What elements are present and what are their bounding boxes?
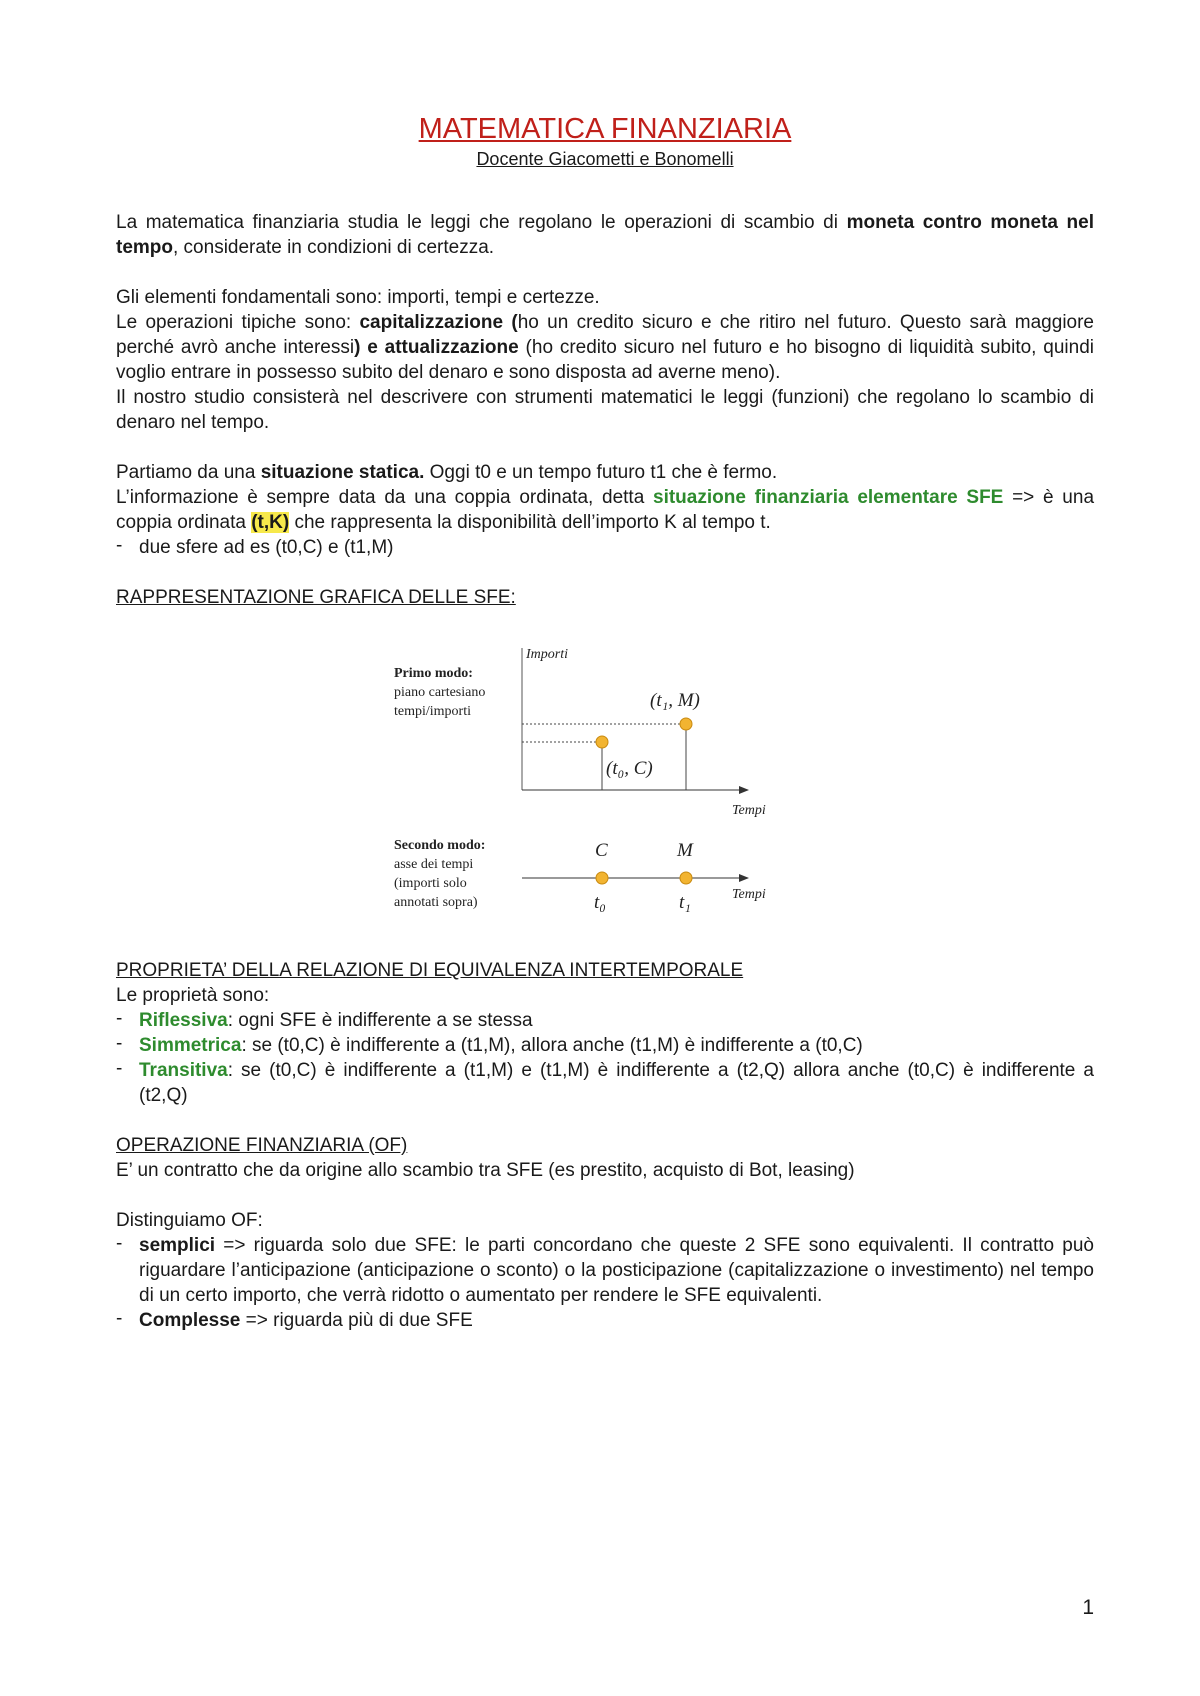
sfe-text-h: che rappresenta la disponibilità dell’importo K al tempo t. — [289, 512, 771, 533]
of-complesse: Complesse — [139, 1310, 241, 1331]
second-mode-line2: (importi solo — [394, 876, 467, 891]
time-label-m: M — [677, 840, 693, 861]
intro-paragraph — [116, 210, 1094, 260]
first-mode-title: Primo modo: — [394, 666, 473, 681]
document-title: MATEMATICA FINANZIARIA — [418, 113, 792, 145]
y-axis-label: Importi — [526, 647, 568, 662]
static-text-a: Partiamo da una — [116, 462, 261, 483]
prop-riflessiva: Riflessiva — [139, 1010, 228, 1031]
point-t1-m — [680, 718, 692, 730]
time-axis-label: Tempi — [732, 887, 766, 902]
sfe-green-term: situazione finanziaria elementare SFE — [653, 487, 1004, 508]
section-heading-proprieta: PROPRIETA’ DELLA RELAZIONE DI EQUIVALENZA INTERTEMPORALE — [116, 960, 744, 981]
first-mode-line1: piano cartesiano — [394, 685, 486, 700]
study-paragraph: Il nostro studio consisterà nel descrivere con strumenti matematici le leggi (funzioni) che regolano lo scambio di denaro nel tempo. — [116, 387, 1094, 433]
second-mode-line1: asse dei tempi — [394, 857, 474, 872]
intro-bold: moneta contro moneta nel tempo — [116, 212, 1095, 258]
ops-text-c: ho un credito sicuro e che ritiro nel futuro. Questo sarà maggiore perché avrò anche interessi — [116, 312, 1094, 358]
document-page — [116, 112, 1094, 1333]
point-t0-c — [596, 736, 608, 748]
page-number: 1 — [1082, 1596, 1094, 1619]
static-bold: situazione statica. — [260, 462, 425, 483]
sfe-text-d: L’informazione è sempre data da una coppia ordinata, detta — [116, 487, 653, 508]
prop-simmetrica-text: : se (t0,C) è indifferente a (t1,M), allora anche (t1,M) è indifferente a (t0,C) — [241, 1035, 863, 1056]
props-list — [116, 1008, 1094, 1108]
sfe-figure — [394, 638, 814, 928]
ops-bold-attualizzazione: ) e attualizzazione — [354, 337, 519, 358]
prop-transitiva-text: : se (t0,C) è indifferente a (t1,M) e (t1,M) è indifferente a (t2,Q) allora anche (t0,C) è indifferente a (t2,Q) — [139, 1060, 1094, 1106]
list-item — [116, 1008, 1094, 1033]
of-list — [116, 1233, 1094, 1333]
static-paragraph — [116, 460, 1094, 485]
sfe-highlight: (t,K) — [251, 512, 290, 533]
document-subtitle: Docente Giacometti e Bonomelli — [476, 149, 734, 169]
first-mode-line2: tempi/importi — [394, 704, 471, 719]
time-point-t1 — [680, 872, 692, 884]
props-intro: Le proprietà sono: — [116, 985, 270, 1006]
second-mode-block — [394, 836, 485, 912]
intro-text-a: La matematica finanziaria studia le leggi che regolano le operazioni di scambio di — [116, 212, 847, 233]
of-complesse-text: => riguarda più di due SFE — [240, 1310, 473, 1331]
second-mode-line3: annotati sopra) — [394, 895, 478, 910]
first-mode-block — [394, 664, 485, 721]
of-semplici: semplici — [139, 1235, 216, 1256]
sfe-list — [116, 535, 1094, 560]
point-t0-label: (t₀, C) — [606, 758, 653, 779]
time-label-c: C — [595, 840, 608, 861]
of-semplici-text: => riguarda solo due SFE: le parti concordano che queste 2 SFE sono equivalenti. Il contratto può riguardare l’anticipazione (anticipazione o sconto) o la posticipazione (capitalizzazione o investimento) nel tempo di un certo importo, che verrà ridotto o aumentato per rendere le SFE equivalenti. — [139, 1235, 1094, 1306]
prop-transitiva: Transitiva — [139, 1060, 228, 1081]
time-point-t0 — [596, 872, 608, 884]
static-text-c: Oggi t0 e un tempo futuro t1 che è fermo. — [424, 462, 778, 483]
second-mode-title: Secondo modo: — [394, 838, 486, 853]
of-distinguish: Distinguiamo OF: — [116, 1210, 263, 1231]
section-heading-grafica: RAPPRESENTAZIONE GRAFICA DELLE SFE: — [116, 587, 516, 608]
elements-line: Gli elementi fondamentali sono: importi, tempi e certezze. — [116, 287, 600, 308]
x-axis-label: Tempi — [732, 803, 766, 818]
prop-simmetrica: Simmetrica — [139, 1035, 242, 1056]
list-item — [116, 1033, 1094, 1058]
ops-bold-capitalizzazione: capitalizzazione ( — [359, 312, 518, 333]
ops-text-a: Le operazioni tipiche sono: — [116, 312, 360, 333]
of-definition: E’ un contratto che da origine allo scambio tra SFE (es prestito, acquisto di Bot, leasing) — [116, 1160, 855, 1181]
intro-text-c: , considerate in condizioni di certezza. — [173, 237, 495, 258]
list-item — [116, 1058, 1094, 1108]
time-label-t0: t₀ — [594, 892, 606, 913]
ops-text-e: (ho credito sicuro nel futuro e ho bisogno di liquidità subito, quindi voglio entrare in possesso subito del denaro e sono disposta ad averne meno). — [116, 337, 1094, 383]
prop-riflessiva-text: : ogni SFE è indifferente a se stessa — [227, 1010, 533, 1031]
sfe-paragraph — [116, 485, 1094, 535]
point-t1-label: (t₁, M) — [650, 690, 700, 711]
list-item — [116, 1308, 1094, 1333]
list-item — [116, 1233, 1094, 1308]
time-label-t1: t₁ — [679, 892, 691, 913]
list-item: - due sfere ad es (t0,C) e (t1,M) — [116, 535, 1094, 560]
section-heading-operazione: OPERAZIONE FINANZIARIA (OF) — [116, 1135, 408, 1156]
sfe-text-f: => è una coppia ordinata — [116, 487, 1095, 533]
operations-paragraph — [116, 310, 1094, 385]
